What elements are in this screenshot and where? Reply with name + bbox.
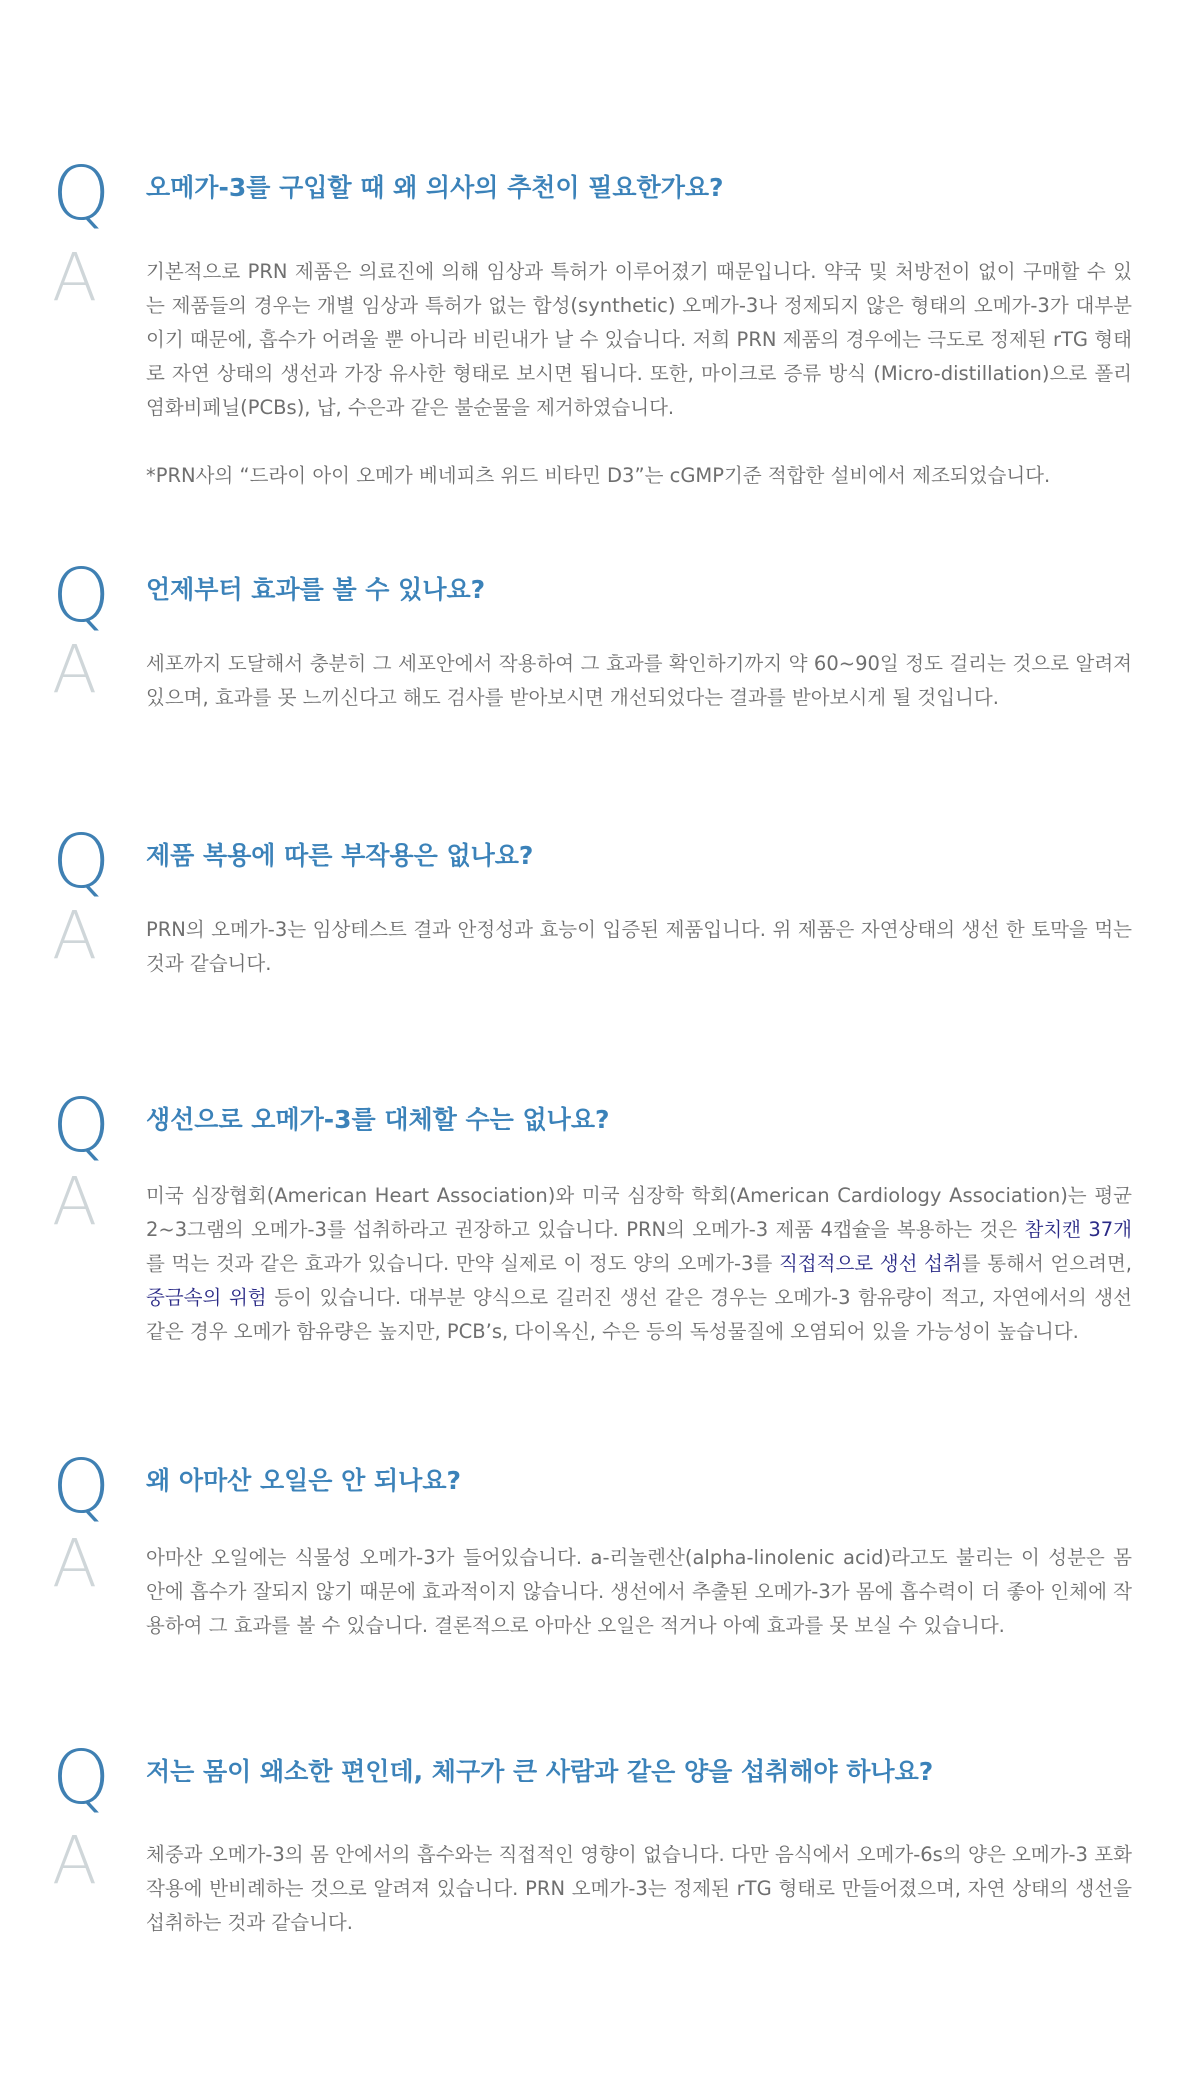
a-letter: A (52, 631, 98, 708)
answer-segment: 를 통해서 얻으려면, (961, 1252, 1132, 1275)
answer-paragraph: PRN의 오메가-3는 임상테스트 결과 안정성과 효능이 입증된 제품입니다. 위 제품은 자연상태의 생선 한 토막을 먹는 것과 같습니다. (146, 918, 1132, 975)
answer-segment: 등이 있습니다. 대부분 양식으로 길러진 생선 같은 경우는 오메가-3 함유량이 적고, 자연에서의 생선 같은 경우 오메가 함유량은 높지만, PCB’s, 다이옥신, 수은 등의 독성물질에 오염되어 있을 가능성이 높습니다. (146, 1286, 1132, 1343)
answer-paragraph: 세포까지 도달해서 충분히 그 세포안에서 작용하여 그 효과를 확인하기까지 약 60~90일 정도 걸리는 것으로 알려져 있으며, 효과를 못 느끼신다고 해도 검사를 받아보시면 개선되었다는 결과를 받아보시게 될 것입니다. (146, 652, 1132, 709)
answer-segment: 를 먹는 것과 같은 효과가 있습니다. 만약 실제로 이 정도 양의 오메가-3를 (146, 1252, 779, 1275)
question-text: 저는 몸이 왜소한 편인데, 체구가 큰 사람과 같은 양을 섭취해야 하나요? (146, 1757, 934, 1786)
q-letter: Q (52, 151, 111, 237)
answer-text (146, 1838, 1132, 1940)
q-letter: Q (52, 553, 111, 639)
answer-text (146, 647, 1132, 715)
q-letter: Q (52, 819, 111, 905)
answer-text (146, 255, 1132, 493)
q-letter: Q (52, 1083, 111, 1169)
a-letter: A (52, 1163, 98, 1240)
question-text: 생선으로 오메가-3를 대체할 수는 없나요? (146, 1105, 610, 1134)
answer-paragraph: 아마산 오일에는 식물성 오메가-3가 들어있습니다. a-리놀렌산(alpha-linolenic acid)라고도 불리는 이 성분은 몸 안에 흡수가 잘되지 않기 때문에 효과적이지 않습니다. 생선에서 추출된 오메가-3가 몸에 흡수력이 더 좋아 인체에 작용하여 그 효과를 볼 수 있습니다. 결론적으로 아마산 오일은 적거나 아예 효과를 못 보실 수 있습니다. (146, 1546, 1132, 1637)
a-letter: A (52, 1525, 98, 1602)
question-text: 제품 복용에 따른 부작용은 없나요? (146, 841, 534, 870)
a-letter: A (52, 897, 98, 974)
question-text: 언제부터 효과를 볼 수 있나요? (146, 575, 486, 604)
answer-note: *PRN사의 “드라이 아이 오메가 베네피츠 위드 비타민 D3”는 cGMP기준 적합한 설비에서 제조되었습니다. (146, 464, 1051, 487)
answer-text (146, 1179, 1132, 1349)
highlight-direct-fish-intake: 직접적으로 생선 섭취 (778, 1252, 962, 1275)
q-letter: Q (52, 1444, 111, 1530)
answer-segment: 미국 심장협회(American Heart Association)와 미국 심장학 학회(American Cardiology Association)는 평균 2~3그램의 오메가-3를 섭취하라고 권장하고 있습니다. PRN의 오메가-3 제품 4캡슐을 복용하는 것은 (146, 1184, 1132, 1241)
answer-paragraph (146, 1179, 1132, 1349)
answer-paragraph: 기본적으로 PRN 제품은 의료진에 의해 임상과 특허가 이루어졌기 때문입니다. 약국 및 처방전이 없이 구매할 수 있는 제품들의 경우는 개별 임상과 특허가 없는 합성(synthetic) 오메가-3나 정제되지 않은 형태의 오메가-3가 대부분이기 때문에, 흡수가 어려울 뿐 아니라 비린내가 날 수 있습니다. 저희 PRN 제품의 경우에는 극도로 정제된 rTG 형태로 자연 상태의 생선과 가장 유사한 형태로 보시면 됩니다. 또한, 마이크로 증류 방식 (Micro-distillation)으로 폴리염화비페닐(PCBs), 납, 수은과 같은 불순물을 제거하였습니다. (146, 260, 1132, 419)
a-letter: A (52, 239, 98, 316)
answer-text (146, 1541, 1132, 1643)
highlight-tuna-cans: 참치캔 37개 (1024, 1218, 1132, 1241)
question-text: 오메가-3를 구입할 때 왜 의사의 추천이 필요한가요? (146, 173, 724, 202)
answer-text (146, 913, 1132, 981)
q-letter: Q (52, 1735, 111, 1821)
question-text: 왜 아마산 오일은 안 되나요? (146, 1466, 461, 1495)
a-letter: A (52, 1822, 98, 1899)
highlight-heavy-metal-risk: 중금속의 위험 (146, 1286, 267, 1309)
answer-paragraph: 체중과 오메가-3의 몸 안에서의 흡수와는 직접적인 영향이 없습니다. 다만 음식에서 오메가-6s의 양은 오메가-3 포화작용에 반비례하는 것으로 알려져 있습니다. PRN 오메가-3는 정제된 rTG 형태로 만들어졌으며, 자연 상태의 생선을 섭취하는 것과 같습니다. (146, 1843, 1132, 1934)
